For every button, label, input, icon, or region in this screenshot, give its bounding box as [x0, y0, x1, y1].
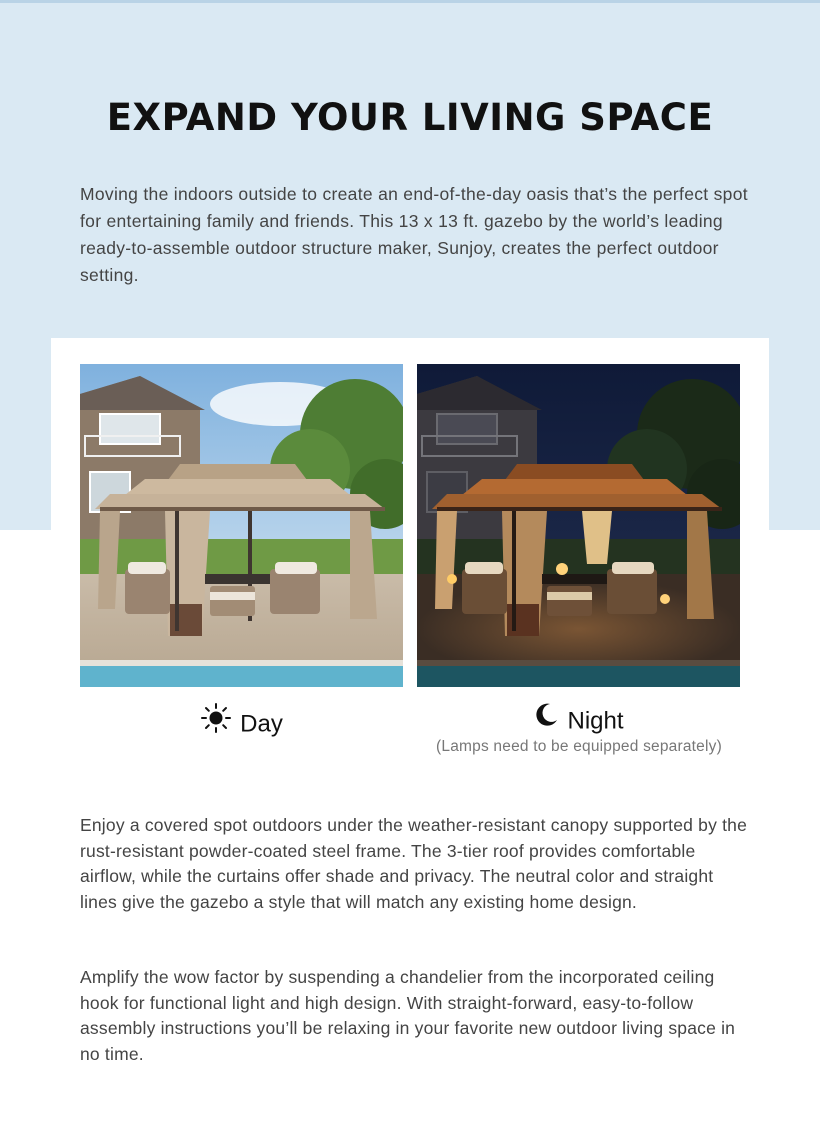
night-caption	[417, 704, 740, 740]
sun-icon	[200, 702, 232, 744]
day-label: Day	[240, 710, 283, 738]
gazebo-day-photo	[80, 364, 403, 687]
page-title: EXPAND YOUR LIVING SPACE	[106, 96, 714, 139]
moon-icon	[533, 702, 559, 738]
lamps-note: (Lamps need to be equipped separately)	[436, 738, 722, 755]
body-paragraph-2: Amplify the wow factor by suspending a chandelier from the incorporated ceiling hook for functional light and high design. With straight-forward, easy-to-follow assembly instructions you’ll be relaxing in your favorite new outdoor living space in no time.	[80, 967, 736, 1064]
body-paragraph-1: Enjoy a covered spot outdoors under the weather-resistant canopy supported by the rust-resistant powder-coated steel frame. The 3-tier roof provides comfortable airflow, while the curtains offer shade and privacy. The neutral color and straight lines give the gazebo a style that will match any existing home design.	[80, 815, 748, 912]
night-label: Night	[567, 707, 624, 735]
intro-paragraph: Moving the indoors outside to create an end-of-the-day oasis that’s the perfect spot for entertaining family and friends. This 13 x 13 ft. gazebo by the world’s leading ready-to-assemble outdoor structure maker, Sunjoy, creates the perfect outdoor setting.	[80, 184, 748, 285]
gazebo-night-photo	[417, 364, 740, 687]
day-caption	[80, 704, 403, 746]
